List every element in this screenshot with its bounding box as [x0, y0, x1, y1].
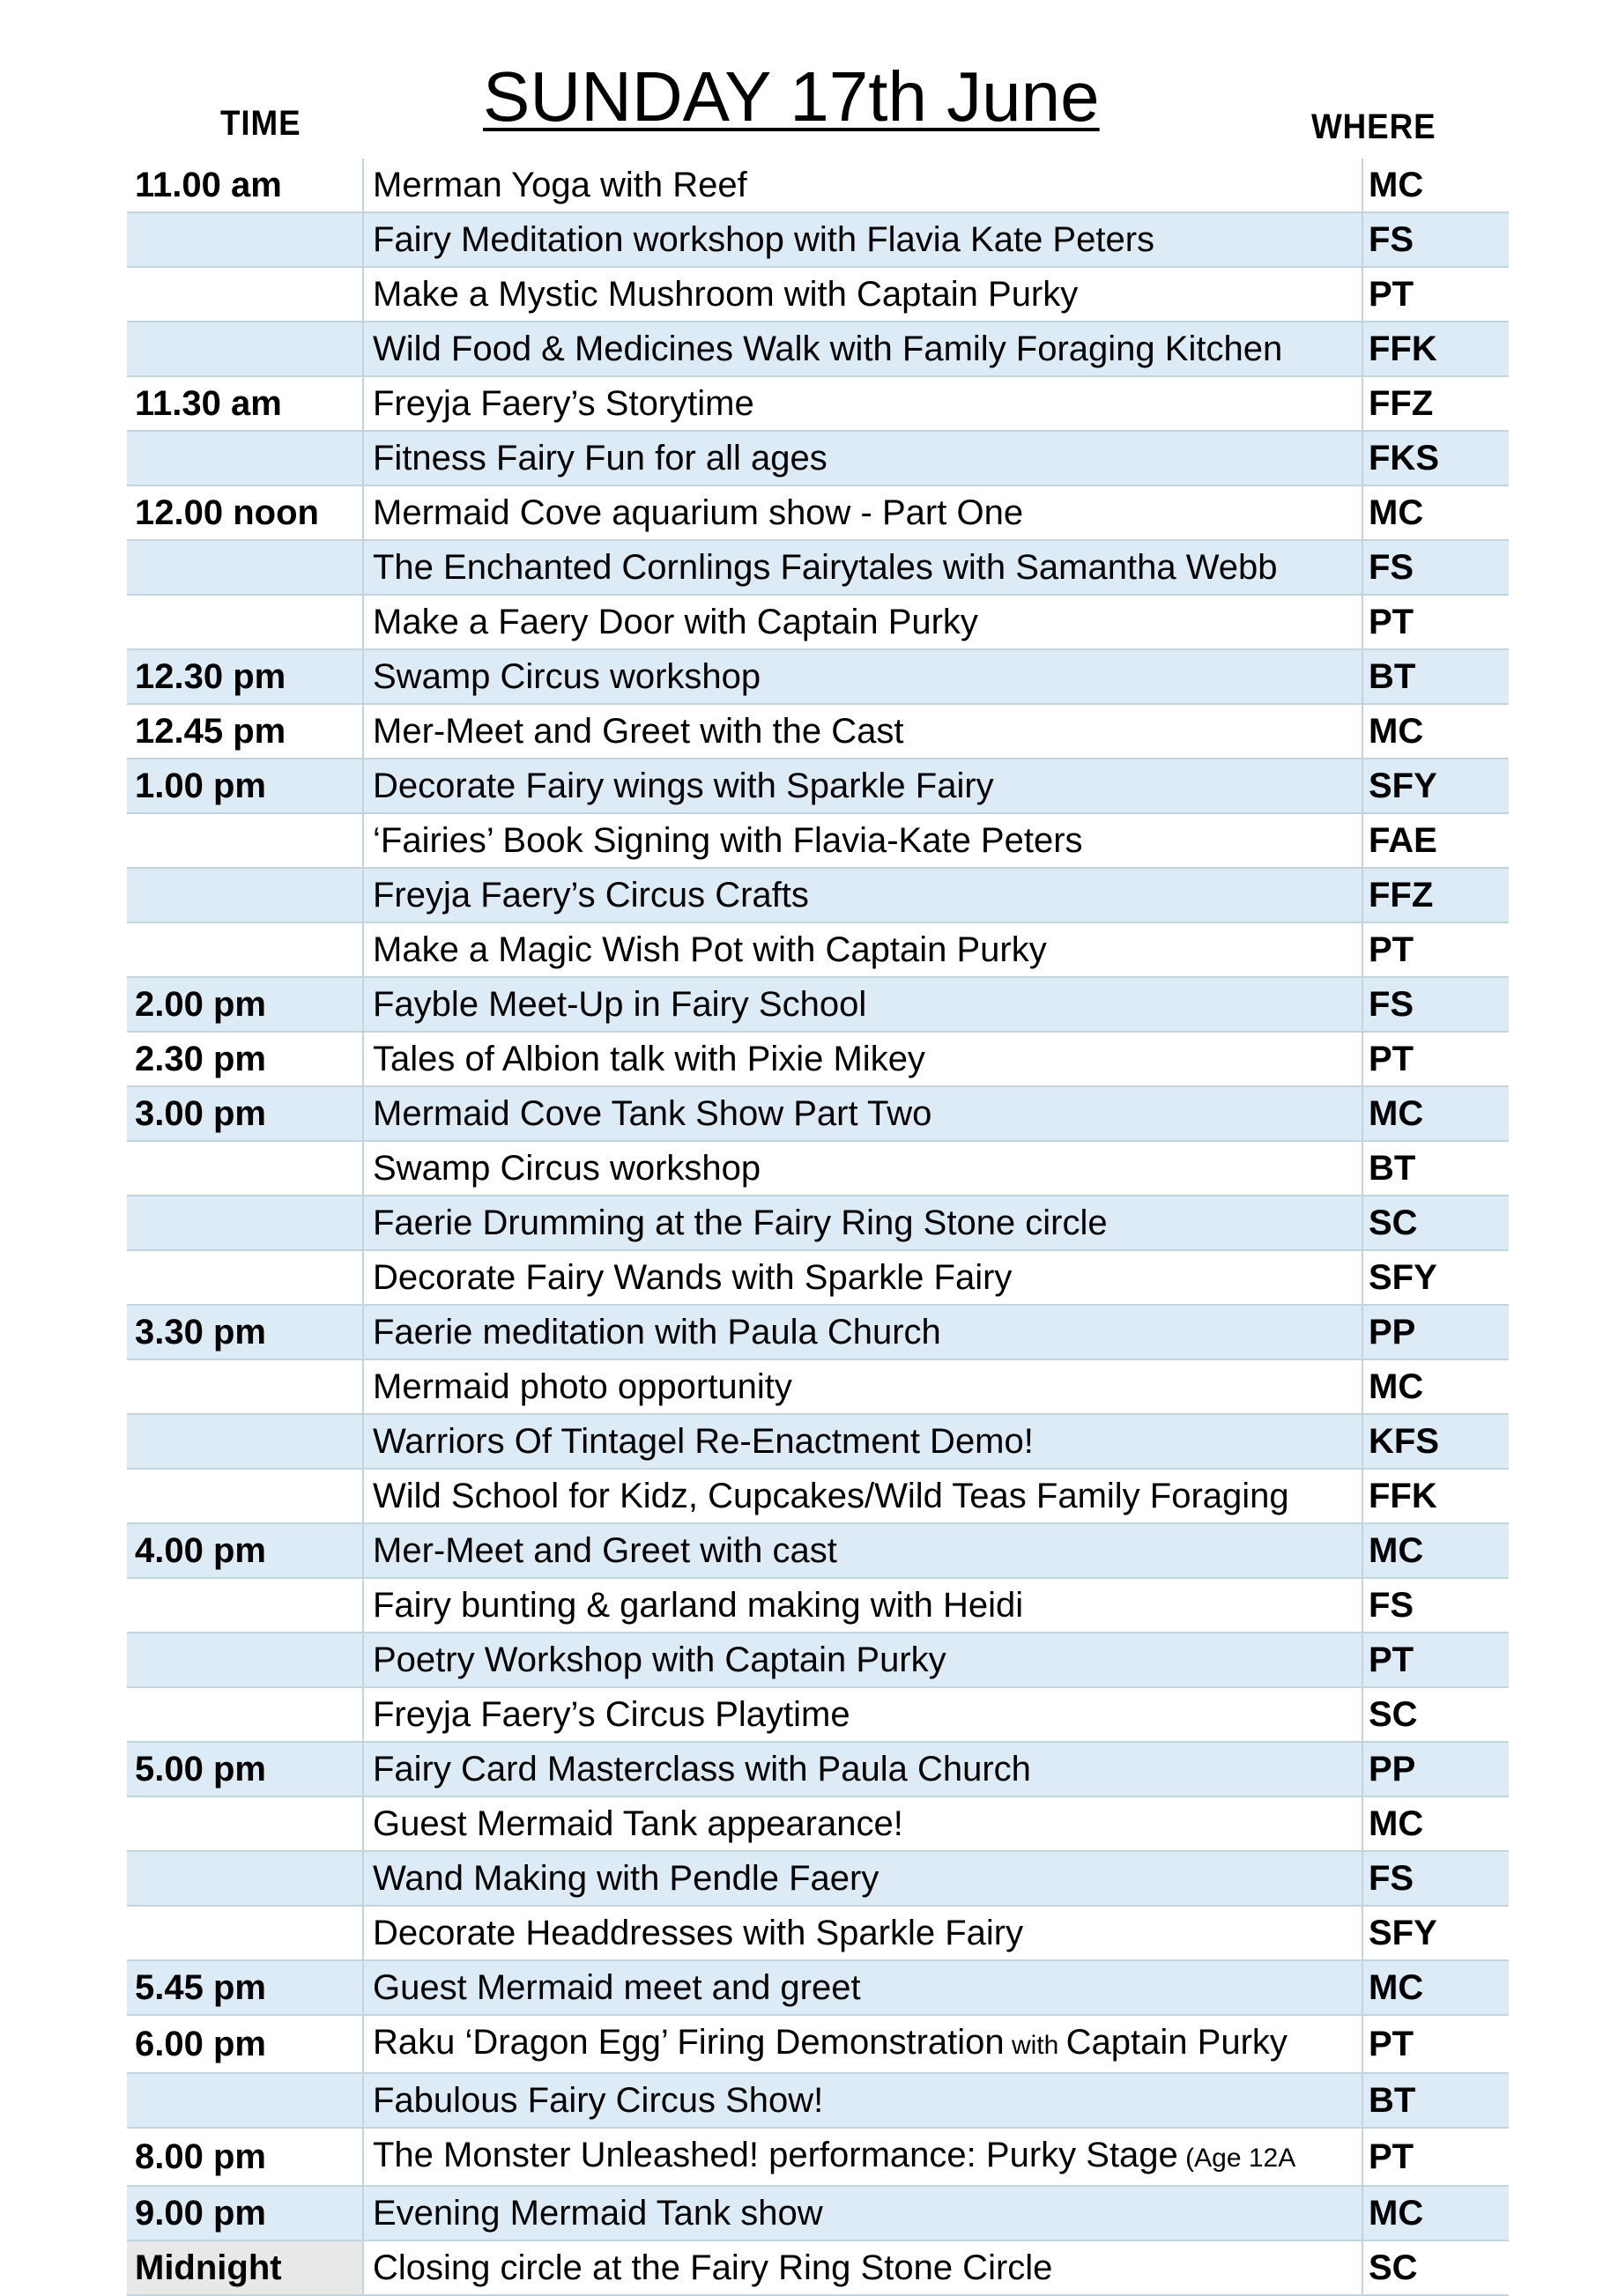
row-time — [127, 1633, 363, 1687]
schedule-row — [127, 1032, 1509, 1086]
activity-text: Wild Food & Medicines Walk with Family Foraging Kitchen — [373, 330, 1283, 368]
schedule-row — [127, 2073, 1509, 2128]
row-where: PT — [1362, 267, 1509, 322]
row-activity — [363, 1086, 1362, 1141]
row-activity — [363, 2073, 1362, 2128]
row-activity — [363, 1906, 1362, 1960]
row-activity — [363, 868, 1362, 922]
row-time: 4.00 pm — [127, 1523, 363, 1578]
schedule-row — [127, 2186, 1509, 2240]
row-activity — [363, 922, 1362, 977]
activity-text: Mer-Meet and Greet with cast — [373, 1531, 837, 1570]
schedule-row — [127, 322, 1509, 376]
row-activity — [363, 431, 1362, 485]
row-where: FFZ — [1362, 868, 1509, 922]
schedule-row — [127, 922, 1509, 977]
schedule-row — [127, 376, 1509, 431]
row-where: SC — [1362, 2240, 1509, 2295]
row-where: FAE — [1362, 813, 1509, 868]
row-activity — [363, 2128, 1362, 2186]
row-where: FS — [1362, 540, 1509, 595]
row-time — [127, 267, 363, 322]
schedule-row — [127, 868, 1509, 922]
schedule-body — [127, 159, 1509, 2295]
row-where: FS — [1362, 977, 1509, 1032]
row-where: PT — [1362, 1032, 1509, 1086]
activity-text: Fairy Meditation workshop with Flavia Kate Peters — [373, 220, 1155, 259]
row-where: PT — [1362, 2128, 1509, 2186]
row-time — [127, 1250, 363, 1305]
row-activity — [363, 1250, 1362, 1305]
activity-text: Mermaid Cove aquarium show - Part One — [373, 493, 1024, 532]
row-time: 6.00 pm — [127, 2015, 363, 2073]
row-where: MC — [1362, 2186, 1509, 2240]
schedule-row — [127, 1414, 1509, 1469]
row-where: BT — [1362, 649, 1509, 704]
schedule-row — [127, 1305, 1509, 1359]
row-activity — [363, 1796, 1362, 1851]
activity-text: Fairy bunting & garland making with Heidi — [373, 1586, 1024, 1625]
row-time: Midnight — [127, 2240, 363, 2295]
activity-text: Evening Mermaid Tank show — [373, 2194, 823, 2233]
schedule-row — [127, 1141, 1509, 1196]
activity-text: Freyja Faery’s Circus Playtime — [373, 1695, 850, 1734]
schedule-table — [127, 159, 1509, 2296]
schedule-row — [127, 159, 1509, 212]
schedule-row — [127, 1742, 1509, 1796]
schedule-row — [127, 1906, 1509, 1960]
row-where: FFZ — [1362, 376, 1509, 431]
activity-text: Freyja Faery’s Circus Crafts — [373, 876, 809, 915]
activity-tail: Captain Purky — [1065, 2023, 1288, 2062]
activity-text: Guest Mermaid meet and greet — [373, 1968, 861, 2007]
activity-text: Freyja Faery’s Storytime — [373, 384, 754, 423]
row-activity — [363, 1305, 1362, 1359]
row-time — [127, 922, 363, 977]
schedule-row — [127, 1359, 1509, 1414]
activity-text: Warriors Of Tintagel Re-Enactment Demo! — [373, 1422, 1034, 1461]
time-column-header: TIME — [220, 104, 301, 143]
row-time — [127, 322, 363, 376]
row-activity — [363, 1851, 1362, 1906]
schedule-row — [127, 1578, 1509, 1633]
row-time: 12.45 pm — [127, 704, 363, 759]
row-where: MC — [1362, 1796, 1509, 1851]
row-where: MC — [1362, 1523, 1509, 1578]
row-where: MC — [1362, 704, 1509, 759]
row-activity — [363, 813, 1362, 868]
row-time — [127, 2073, 363, 2128]
row-time: 3.30 pm — [127, 1305, 363, 1359]
row-activity — [363, 322, 1362, 376]
schedule-row — [127, 431, 1509, 485]
activity-text: Make a Faery Door with Captain Purky — [373, 603, 978, 641]
activity-text: Faerie Drumming at the Fairy Ring Stone circle — [373, 1204, 1108, 1242]
row-where: PP — [1362, 1742, 1509, 1796]
row-time — [127, 1196, 363, 1250]
row-where: FKS — [1362, 431, 1509, 485]
activity-text: Decorate Headdresses with Sparkle Fairy — [373, 1914, 1024, 1952]
row-activity — [363, 267, 1362, 322]
activity-text: ‘Fairies’ Book Signing with Flavia-Kate Peters — [373, 821, 1083, 860]
row-time — [127, 212, 363, 267]
schedule-row — [127, 2240, 1509, 2295]
row-where: MC — [1362, 1086, 1509, 1141]
row-where: PT — [1362, 922, 1509, 977]
row-activity — [363, 1414, 1362, 1469]
row-where: PT — [1362, 595, 1509, 649]
row-activity — [363, 2015, 1362, 2073]
row-time — [127, 431, 363, 485]
row-time: 2.30 pm — [127, 1032, 363, 1086]
row-where: SFY — [1362, 759, 1509, 813]
row-activity — [363, 1687, 1362, 1742]
row-time: 5.00 pm — [127, 1742, 363, 1796]
activity-text: The Enchanted Cornlings Fairytales with Samantha Webb — [373, 548, 1278, 587]
row-where: MC — [1362, 1960, 1509, 2015]
activity-text: Raku ‘Dragon Egg’ Firing Demonstration — [373, 2023, 1005, 2062]
where-column-header: WHERE — [1311, 107, 1436, 146]
activity-text: Guest Mermaid Tank appearance! — [373, 1804, 903, 1843]
row-time: 9.00 pm — [127, 2186, 363, 2240]
row-activity — [363, 2186, 1362, 2240]
activity-text: The Monster Unleashed! performance: Purky Stage — [373, 2136, 1178, 2174]
row-where: FFK — [1362, 322, 1509, 376]
activity-text: Mer-Meet and Greet with the Cast — [373, 712, 904, 751]
row-activity — [363, 1633, 1362, 1687]
schedule-row — [127, 1196, 1509, 1250]
activity-text: Faerie meditation with Paula Church — [373, 1313, 941, 1352]
activity-suffix: (Age 12A — [1177, 2144, 1296, 2173]
row-where: KFS — [1362, 1414, 1509, 1469]
row-activity — [363, 759, 1362, 813]
activity-text: Decorate Fairy Wands with Sparkle Fairy — [373, 1258, 1013, 1297]
schedule-row — [127, 540, 1509, 595]
activity-text: Fairy Card Masterclass with Paula Church — [373, 1750, 1031, 1789]
row-time — [127, 868, 363, 922]
row-where: BT — [1362, 1141, 1509, 1196]
row-where: SFY — [1362, 1250, 1509, 1305]
row-time — [127, 1796, 363, 1851]
row-time — [127, 1359, 363, 1414]
page-title: SUNDAY 17th June — [483, 57, 1100, 136]
activity-text: Wild School for Kidz, Cupcakes/Wild Teas Family Foraging — [373, 1477, 1289, 1515]
row-activity — [363, 1578, 1362, 1633]
row-time — [127, 1851, 363, 1906]
schedule-row — [127, 813, 1509, 868]
row-activity — [363, 1742, 1362, 1796]
row-time: 11.00 am — [127, 159, 363, 212]
row-where: SC — [1362, 1687, 1509, 1742]
schedule-row — [127, 2128, 1509, 2186]
row-activity — [363, 1141, 1362, 1196]
row-time: 5.45 pm — [127, 1960, 363, 2015]
row-activity — [363, 540, 1362, 595]
row-activity — [363, 704, 1362, 759]
row-time: 3.00 pm — [127, 1086, 363, 1141]
row-where: MC — [1362, 159, 1509, 212]
row-time: 12.30 pm — [127, 649, 363, 704]
schedule-row — [127, 759, 1509, 813]
row-where: SFY — [1362, 1906, 1509, 1960]
row-where: MC — [1362, 485, 1509, 540]
schedule-row — [127, 977, 1509, 1032]
activity-text: Mermaid Cove Tank Show Part Two — [373, 1094, 932, 1133]
schedule-row — [127, 649, 1509, 704]
activity-text: Swamp Circus workshop — [373, 657, 761, 696]
activity-text: Decorate Fairy wings with Sparkle Fairy — [373, 767, 994, 805]
row-activity — [363, 1960, 1362, 2015]
activity-text: Mermaid photo opportunity — [373, 1367, 792, 1406]
row-time — [127, 1414, 363, 1469]
row-activity — [363, 1469, 1362, 1523]
row-time: 12.00 noon — [127, 485, 363, 540]
schedule-row — [127, 212, 1509, 267]
schedule-row — [127, 1796, 1509, 1851]
row-activity — [363, 649, 1362, 704]
row-time — [127, 1578, 363, 1633]
row-where: MC — [1362, 1359, 1509, 1414]
schedule-row — [127, 485, 1509, 540]
row-time: 11.30 am — [127, 376, 363, 431]
schedule-row — [127, 2015, 1509, 2073]
row-where: SC — [1362, 1196, 1509, 1250]
row-activity — [363, 1523, 1362, 1578]
schedule-row — [127, 1633, 1509, 1687]
schedule-row — [127, 1851, 1509, 1906]
activity-text: Fitness Fairy Fun for all ages — [373, 439, 827, 478]
row-activity — [363, 1196, 1362, 1250]
activity-text: Make a Magic Wish Pot with Captain Purky — [373, 930, 1047, 969]
schedule-row — [127, 595, 1509, 649]
row-activity — [363, 977, 1362, 1032]
schedule-row — [127, 1469, 1509, 1523]
row-activity — [363, 376, 1362, 431]
schedule-row — [127, 1960, 1509, 2015]
row-time: 2.00 pm — [127, 977, 363, 1032]
row-activity — [363, 1032, 1362, 1086]
row-time — [127, 1687, 363, 1742]
activity-text: Closing circle at the Fairy Ring Stone Circle — [373, 2248, 1053, 2287]
row-activity — [363, 212, 1362, 267]
row-time — [127, 1141, 363, 1196]
activity-text: Merman Yoga with Reef — [373, 166, 747, 204]
schedule-row — [127, 267, 1509, 322]
row-activity — [363, 1359, 1362, 1414]
row-time — [127, 1906, 363, 1960]
row-time — [127, 595, 363, 649]
row-activity — [363, 159, 1362, 212]
row-where: BT — [1362, 2073, 1509, 2128]
schedule-row — [127, 1086, 1509, 1141]
row-time: 8.00 pm — [127, 2128, 363, 2186]
activity-text: Tales of Albion talk with Pixie Mikey — [373, 1040, 925, 1078]
schedule-row — [127, 1250, 1509, 1305]
row-where: PT — [1362, 2015, 1509, 2073]
row-where: PT — [1362, 1633, 1509, 1687]
activity-text: Swamp Circus workshop — [373, 1149, 761, 1188]
row-time: 1.00 pm — [127, 759, 363, 813]
activity-suffix: with — [1004, 2031, 1066, 2060]
row-activity — [363, 595, 1362, 649]
row-where: FS — [1362, 212, 1509, 267]
row-activity — [363, 485, 1362, 540]
row-where: PP — [1362, 1305, 1509, 1359]
row-time — [127, 813, 363, 868]
activity-text: Fabulous Fairy Circus Show! — [373, 2081, 824, 2120]
schedule-row — [127, 704, 1509, 759]
row-activity — [363, 2240, 1362, 2295]
activity-text: Wand Making with Pendle Faery — [373, 1859, 879, 1898]
activity-text: Poetry Workshop with Captain Purky — [373, 1641, 946, 1679]
row-where: FFK — [1362, 1469, 1509, 1523]
row-where: FS — [1362, 1578, 1509, 1633]
row-time — [127, 1469, 363, 1523]
schedule-row — [127, 1523, 1509, 1578]
activity-text: Make a Mystic Mushroom with Captain Purky — [373, 275, 1079, 314]
schedule-row — [127, 1687, 1509, 1742]
activity-text: Fayble Meet-Up in Fairy School — [373, 985, 867, 1024]
row-where: FS — [1362, 1851, 1509, 1906]
row-time — [127, 540, 363, 595]
